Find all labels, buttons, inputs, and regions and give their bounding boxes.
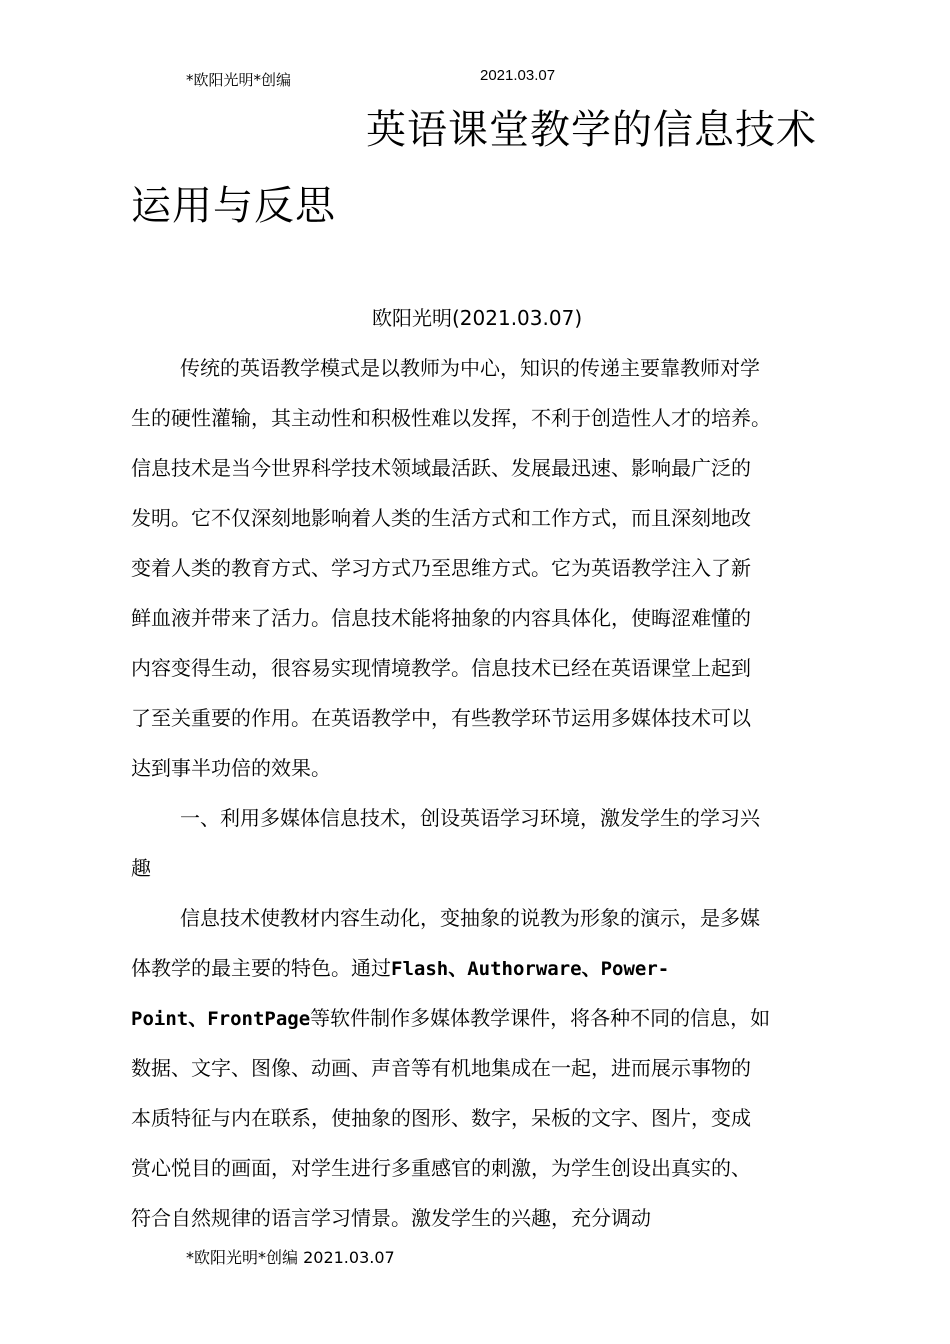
- paragraph-line: 达到事半功倍的效果。: [131, 756, 331, 780]
- paragraph-line: 信息技术是当今世界科学技术领域最活跃、发展最迅速、影响最广泛的: [131, 456, 751, 480]
- paragraph-line: 本质特征与内在联系，使抽象的图形、数字，呆板的文字、图片，变成: [131, 1106, 751, 1130]
- paragraph-line: 符合自然规律的语言学习情景。激发学生的兴趣，充分调动: [131, 1206, 651, 1230]
- page-header-date: 2021.03.07: [480, 67, 556, 84]
- paragraph-line: 生的硬性灌输，其主动性和积极性难以发挥，不利于创造性人才的培养。: [131, 406, 771, 430]
- software-names: Flash、Authorware、Power-: [391, 958, 670, 980]
- paragraph-text: 体教学的最主要的特色。通过: [131, 956, 391, 980]
- paragraph-line: 鲜血液并带来了活力。信息技术能将抽象的内容具体化，使晦涩难懂的: [131, 606, 751, 630]
- paragraph-line: 赏心悦目的画面，对学生进行多重感官的刺激，为学生创设出真实的、: [131, 1156, 751, 1180]
- software-names: Point、FrontPage: [131, 1008, 311, 1030]
- paragraph-line: 数据、文字、图像、动画、声音等有机地集成在一起，进而展示事物的: [131, 1056, 751, 1080]
- document-title-line-1: 英语课堂教学的信息技术: [366, 107, 817, 153]
- paragraph-line: 变着人类的教育方式、学习方式乃至思维方式。它为英语教学注入了新: [131, 556, 751, 580]
- paragraph-line: [131, 1003, 770, 1033]
- paragraph-line: 发明。它不仅深刻地影响着人类的生活方式和工作方式，而且深刻地改: [131, 506, 751, 530]
- section-heading-line: 趣: [131, 856, 151, 880]
- page-footer: *欧阳光明*创编 2021.03.07: [186, 1248, 395, 1267]
- paragraph-line: 传统的英语教学模式是以教师为中心，知识的传递主要靠教师对学: [180, 356, 760, 380]
- paragraph-line: 了至关重要的作用。在英语教学中，有些教学环节运用多媒体技术可以: [131, 706, 751, 730]
- page-header-author-mark: *欧阳光明*创编: [186, 71, 292, 89]
- paragraph-line: 信息技术使教材内容生动化，变抽象的说教为形象的演示，是多媒: [180, 906, 760, 930]
- paragraph-line: 内容变得生动，很容易实现情境教学。信息技术已经在英语课堂上起到: [131, 656, 751, 680]
- paragraph-text: 等软件制作多媒体教学课件，将各种不同的信息，如: [310, 1006, 771, 1030]
- paragraph-line: [131, 953, 669, 983]
- document-title-line-2: 运用与反思: [131, 183, 336, 229]
- author-date-line: 欧阳光明(2021.03.07): [372, 306, 583, 330]
- section-heading-line: 一、利用多媒体信息技术，创设英语学习环境，激发学生的学习兴: [180, 806, 760, 830]
